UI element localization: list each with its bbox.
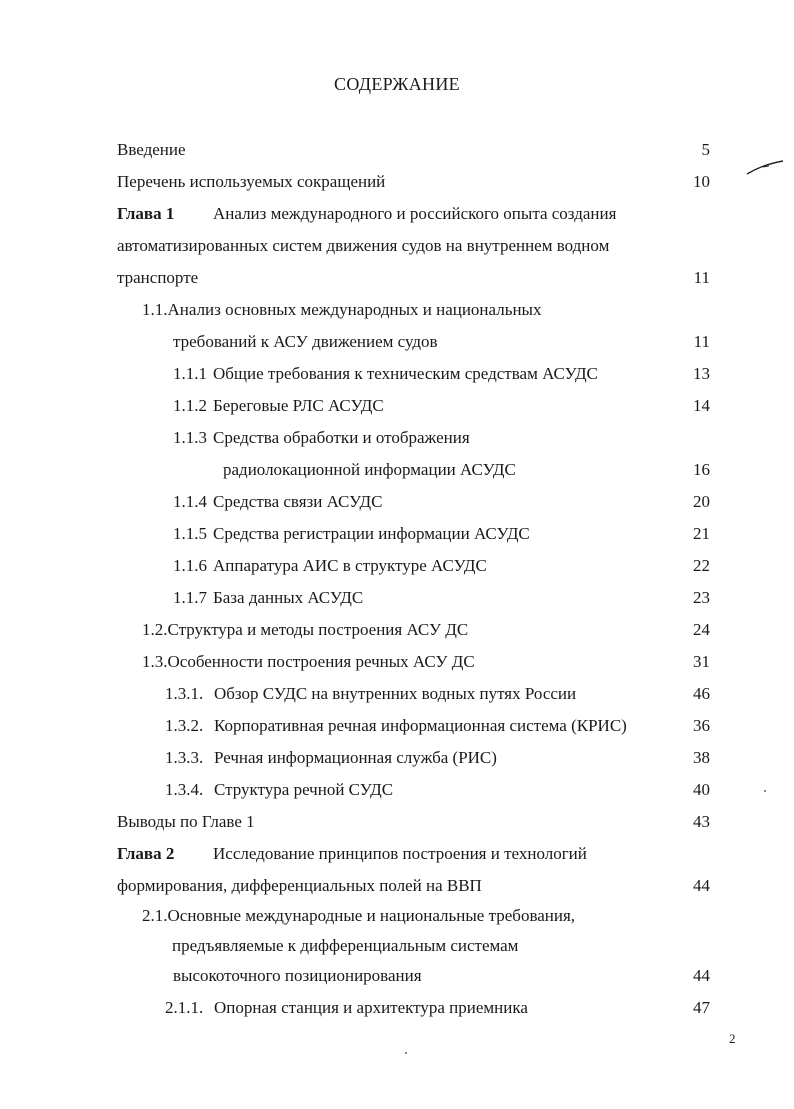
toc-entry-text: Общие требования к техническим средствам АСУДС: [213, 364, 598, 383]
toc-entry-number: 1.3.4.: [165, 780, 204, 799]
toc-entry-page: 24: [693, 620, 710, 639]
toc-entry-text: Исследование принципов построения и технологий: [213, 844, 587, 863]
toc-entry-1-1-1[interactable]: [0, 362, 794, 386]
toc-entry-1-1-6[interactable]: [0, 554, 794, 578]
toc-entry-page: 46: [693, 684, 710, 703]
toc-entry-1-3[interactable]: [0, 650, 794, 674]
toc-entry-page: 11: [693, 332, 710, 351]
toc-entry-text: требований к АСУ движением судов: [173, 332, 438, 351]
toc-entry-page: 44: [693, 966, 710, 985]
toc-entry-1-1-cont[interactable]: [0, 330, 794, 354]
toc-entry-1-3-4[interactable]: [0, 778, 794, 802]
toc-entry-abbreviations[interactable]: [0, 170, 794, 194]
toc-entry-page: 20: [693, 492, 710, 511]
pen-stroke-mark: [745, 158, 787, 178]
toc-chapter-label: Глава 2: [117, 844, 175, 863]
toc-entry-chapter-2[interactable]: [0, 842, 794, 866]
toc-entry-text: База данных АСУДС: [213, 588, 364, 607]
toc-entry-page: 47: [693, 998, 710, 1017]
toc-entry-2-1-cont: [0, 934, 794, 958]
toc-entry-1-1-7[interactable]: [0, 586, 794, 610]
toc-entry-text: Структура речной СУДС: [214, 780, 394, 799]
toc-entry-text: радиолокационной информации АСУДС: [223, 460, 516, 479]
toc-entry-text: 2.1.Основные международные и национальные требования,: [142, 906, 576, 925]
toc-entry-text: транспорте: [117, 268, 199, 287]
toc-entry-text: Анализ международного и российского опыта создания: [213, 204, 617, 223]
toc-entry-1-3-3[interactable]: [0, 746, 794, 770]
scan-speck: [405, 1052, 407, 1054]
toc-entry-page: 43: [693, 812, 710, 831]
toc-entry-text: формирования, дифференциальных полей на ВВП: [117, 876, 482, 895]
toc-entry-number: 1.1.7: [173, 588, 207, 607]
toc-entry-text: Средства регистрации информации АСУДС: [213, 524, 530, 543]
toc-entry-2-1-end[interactable]: [0, 964, 794, 988]
toc-entry-text: Средства обработки и отображения: [213, 428, 470, 447]
toc-entry-number: 1.1.1: [173, 364, 207, 383]
toc-entry-text: высокоточного позиционирования: [173, 966, 422, 985]
toc-entry-page: 44: [693, 876, 710, 895]
toc-entry-1-3-1[interactable]: [0, 682, 794, 706]
toc-entry-chapter-2-end[interactable]: [0, 874, 794, 898]
toc-entry-number: 1.1.6: [173, 556, 207, 575]
page-number: 2: [729, 1031, 736, 1046]
toc-entry-introduction[interactable]: [0, 138, 794, 162]
toc-entry-page: 23: [693, 588, 710, 607]
toc-entry-1-3-2[interactable]: [0, 714, 794, 738]
toc-entry-chapter-1-end[interactable]: [0, 266, 794, 290]
toc-entry-2-1[interactable]: [0, 904, 794, 928]
toc-entry-page: 10: [693, 172, 710, 191]
toc-entry-number: 1.1.2: [173, 396, 207, 415]
toc-entry-1-1[interactable]: [0, 298, 794, 322]
toc-entry-1-1-2[interactable]: [0, 394, 794, 418]
toc-entry-page: 38: [693, 748, 710, 767]
toc-entry-2-1-1[interactable]: [0, 996, 794, 1020]
toc-entry-text: 1.1.Анализ основных международных и национальных: [142, 300, 542, 319]
toc-entry-page: 5: [701, 140, 710, 159]
toc-entry-text: Обзор СУДС на внутренних водных путях России: [214, 684, 577, 703]
toc-entry-text: Опорная станция и архитектура приемника: [214, 998, 528, 1017]
toc-entry-chapter-1-cont: [0, 234, 794, 258]
toc-entry-text: автоматизированных систем движения судов на внутреннем водном: [117, 236, 610, 255]
toc-entry-page: 11: [693, 268, 710, 287]
page-title: СОДЕРЖАНИЕ: [334, 74, 460, 94]
toc-entry-text: Береговые РЛС АСУДС: [213, 396, 384, 415]
toc-entry-page: 21: [693, 524, 710, 543]
toc-entry-page: 31: [693, 652, 710, 671]
toc-entry-text: Выводы по Главе 1: [117, 812, 255, 831]
toc-entry-1-1-3-cont[interactable]: [0, 458, 794, 482]
toc-entry-page: 14: [693, 396, 710, 415]
toc-entry-text: Средства связи АСУДС: [213, 492, 383, 511]
toc-entry-conclusions-1[interactable]: [0, 810, 794, 834]
scan-speck: [764, 790, 766, 792]
toc-entry-number: 1.3.1.: [165, 684, 204, 703]
toc-entry-1-1-4[interactable]: [0, 490, 794, 514]
toc-entry-number: 1.1.3: [173, 428, 207, 447]
toc-entry-text: Введение: [117, 140, 186, 159]
toc-entry-page: 13: [693, 364, 710, 383]
toc-entry-number: 1.3.3.: [165, 748, 204, 767]
toc-entry-number: 1.1.4: [173, 492, 207, 511]
toc-entry-chapter-1[interactable]: [0, 202, 794, 226]
toc-entry-text: предъявляемые к дифференциальным системам: [172, 936, 519, 955]
toc-entry-number: 1.3.2.: [165, 716, 204, 735]
toc-entry-page: 22: [693, 556, 710, 575]
toc-entry-page: 40: [693, 780, 710, 799]
toc-entry-page: 16: [693, 460, 710, 479]
toc-entry-1-2[interactable]: [0, 618, 794, 642]
toc-entry-text: Корпоративная речная информационная система (КРИС): [214, 716, 627, 735]
toc-entry-text: Речная информационная служба (РИС): [214, 748, 497, 767]
toc-entry-number: 2.1.1.: [165, 998, 204, 1017]
toc-entry-1-1-5[interactable]: [0, 522, 794, 546]
toc-entry-page: 36: [693, 716, 710, 735]
toc-chapter-label: Глава 1: [117, 204, 175, 223]
toc-entry-text: 1.2.Структура и методы построения АСУ ДС: [142, 620, 469, 639]
toc-entry-text: Аппаратура АИС в структуре АСУДС: [213, 556, 487, 575]
toc-entry-1-1-3[interactable]: [0, 426, 794, 450]
toc-entry-number: 1.1.5: [173, 524, 207, 543]
toc-entry-text: 1.3.Особенности построения речных АСУ ДС: [142, 652, 475, 671]
toc-entry-text: Перечень используемых сокращений: [117, 172, 386, 191]
